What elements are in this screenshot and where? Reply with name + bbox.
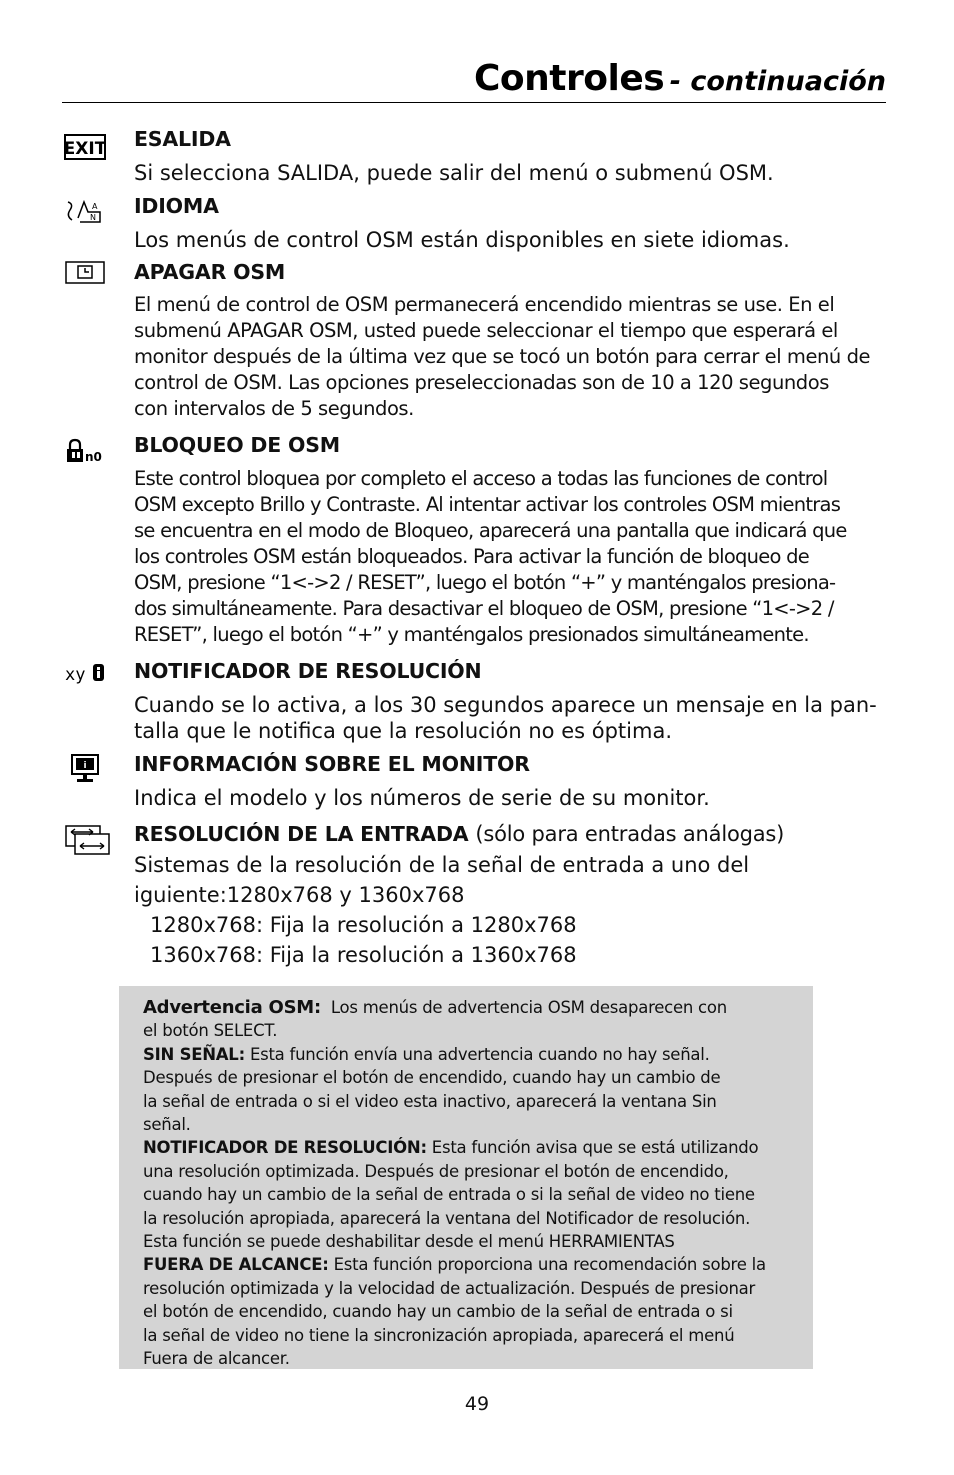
warning-text xyxy=(143,996,789,1371)
warning-line: Esta función envía una advertencia cuando no hay señal. xyxy=(249,1044,710,1064)
warning-line: resolución optimizada y la velocidad de actualización. Después de presionar xyxy=(143,1278,756,1298)
warning-line: la señal de video no tiene la sincronización apropiada, aparecerá el menú xyxy=(143,1325,735,1345)
header-rule xyxy=(62,102,886,103)
warning-line: Fuera de alcancer. xyxy=(143,1349,290,1369)
warning-heading-text: Los menús de advertencia OSM desaparecen con xyxy=(330,998,727,1017)
body-line: Si selecciona SALIDA, puede salir del menú o submenú OSM. xyxy=(134,161,774,185)
body-line: Este control bloquea por completo el acceso a todas las funciones de control xyxy=(134,467,828,490)
warning-line: Después de presionar el botón de encendido, cuando hay un cambio de xyxy=(143,1068,721,1088)
body-line: iguiente:1280x768 y 1360x768 xyxy=(134,883,465,907)
warning-line: Esta función avisa que se está utilizando xyxy=(431,1138,759,1158)
title-subtitle: - continuación xyxy=(669,66,886,97)
svg-text:i: i xyxy=(83,761,87,771)
warning-line: cuando hay un cambio de la señal de entrada o si la señal de video no tiene xyxy=(143,1185,755,1205)
body-line: RESET”, luego el botón “+” y manténgalos presionados simultáneamente. xyxy=(134,623,809,646)
section-title-osm-lock: BLOQUEO DE OSM xyxy=(134,433,340,457)
section-body-resolution-notifier xyxy=(134,692,877,744)
osm-timer-icon xyxy=(62,260,108,286)
body-line: Cuando se lo activa, a los 30 segundos aparece un mensaje en la pan- xyxy=(134,693,877,717)
body-line: Sistemas de la resolución de la señal de entrada a uno del xyxy=(134,853,750,877)
svg-text:A: A xyxy=(92,202,98,211)
svg-text:EXIT: EXIT xyxy=(64,139,106,159)
page-number: 49 xyxy=(464,1393,490,1415)
out-of-range-line xyxy=(143,1253,789,1276)
warning-line: Esta función proporciona una recomendación sobre la xyxy=(333,1255,766,1275)
title-main: Controles xyxy=(474,58,665,99)
section-title-resolution-notifier: NOTIFICADOR DE RESOLUCIÓN xyxy=(134,659,482,683)
body-line: Indica el modelo y los números de serie de su monitor. xyxy=(134,786,710,810)
warning-line: una resolución optimizada. Después de presionar el botón de encendido, xyxy=(143,1161,729,1181)
page-title xyxy=(474,58,886,99)
section-title-language: IDIOMA xyxy=(134,194,219,218)
osm-warning-box xyxy=(119,986,813,1369)
body-line: OSM excepto Brillo y Contraste. Al intentar activar los controles OSM mientras xyxy=(134,493,841,516)
section-body-monitor-info xyxy=(134,785,866,811)
language-icon xyxy=(62,198,108,224)
section-body-osm-lock xyxy=(134,466,866,648)
body-line: OSM, presione “1<->2 / RESET”, luego el botón “+” y manténgalos presiona- xyxy=(134,571,836,594)
warning-heading-line xyxy=(143,996,789,1019)
section-body-osm-off xyxy=(134,292,871,422)
body-line: submenú APAGAR OSM, usted puede seleccionar el tiempo que esperará el xyxy=(134,319,838,342)
body-line: talla que le notifica que la resolución no es óptima. xyxy=(134,719,672,743)
input-resolution-note: (sólo para entradas análogas) xyxy=(475,822,785,846)
body-line: se encuentra en el modo de Bloqueo, aparecerá una pantalla que indicará que xyxy=(134,519,847,542)
section-body-exit xyxy=(134,160,866,186)
section-title-monitor-info: INFORMACIÓN SOBRE EL MONITOR xyxy=(134,752,530,776)
warning-heading: Advertencia OSM: xyxy=(143,997,321,1018)
section-title-osm-off: APAGAR OSM xyxy=(134,260,286,284)
body-line: Los menús de control OSM están disponibles en siete idiomas. xyxy=(134,228,790,252)
body-line: dos simultáneamente. Para desactivar el bloqueo de OSM, presione “1<->2 / xyxy=(134,597,834,620)
warning-line: la resolución apropiada, aparecerá la ventana del Notificador de resolución. xyxy=(143,1208,751,1228)
monitor-info-icon xyxy=(62,753,108,785)
section-body-input-resolution xyxy=(134,850,866,970)
warning-line: la señal de entrada o si el video esta inactivo, aparecerá la ventana Sin xyxy=(143,1091,717,1111)
body-line: con intervalos de 5 segundos. xyxy=(134,397,414,420)
svg-text:xy: xy xyxy=(65,665,86,685)
lock-icon xyxy=(62,438,108,464)
svg-text:n0: n0 xyxy=(85,450,102,464)
no-signal-line xyxy=(143,1043,789,1066)
body-line: El menú de control de OSM permanecerá encendido mientras se use. En el xyxy=(134,293,835,316)
body-line: los controles OSM están bloqueados. Para activar la función de bloqueo de xyxy=(134,545,809,568)
warning-line: el botón de encendido, cuando hay un cambio de la señal de entrada o si xyxy=(143,1302,733,1322)
body-line: control de OSM. Las opciones preseleccionadas son de 10 a 120 segundos xyxy=(134,371,829,394)
warning-line: el botón SELECT. xyxy=(143,1021,278,1041)
section-title-input-resolution xyxy=(134,822,784,846)
warning-line: señal. xyxy=(143,1115,191,1135)
section-title-exit: ESALIDA xyxy=(134,127,231,151)
resolution-notifier-label: NOTIFICADOR DE RESOLUCIÓN: xyxy=(143,1138,427,1158)
resolution-option: 1280x768: Fija la resolución a 1280x768 xyxy=(150,913,577,937)
body-line: monitor después de la última vez que se tocó un botón para cerrar el menú de xyxy=(134,345,871,368)
exit-icon xyxy=(62,134,108,160)
resolution-notifier-icon xyxy=(62,660,108,686)
resolution-option: 1360x768: Fija la resolución a 1360x768 xyxy=(150,943,577,967)
no-signal-label: SIN SEÑAL: xyxy=(143,1044,245,1064)
warning-line: Esta función se puede deshabilitar desde el menú HERRAMIENTAS xyxy=(143,1232,675,1252)
out-of-range-label: FUERA DE ALCANCE: xyxy=(143,1255,329,1275)
section-body-language xyxy=(134,227,866,253)
svg-text:N: N xyxy=(90,213,96,222)
input-resolution-icon xyxy=(62,824,112,856)
input-resolution-title-text: RESOLUCIÓN DE LA ENTRADA xyxy=(134,822,469,846)
resolution-notifier-line xyxy=(143,1136,789,1159)
